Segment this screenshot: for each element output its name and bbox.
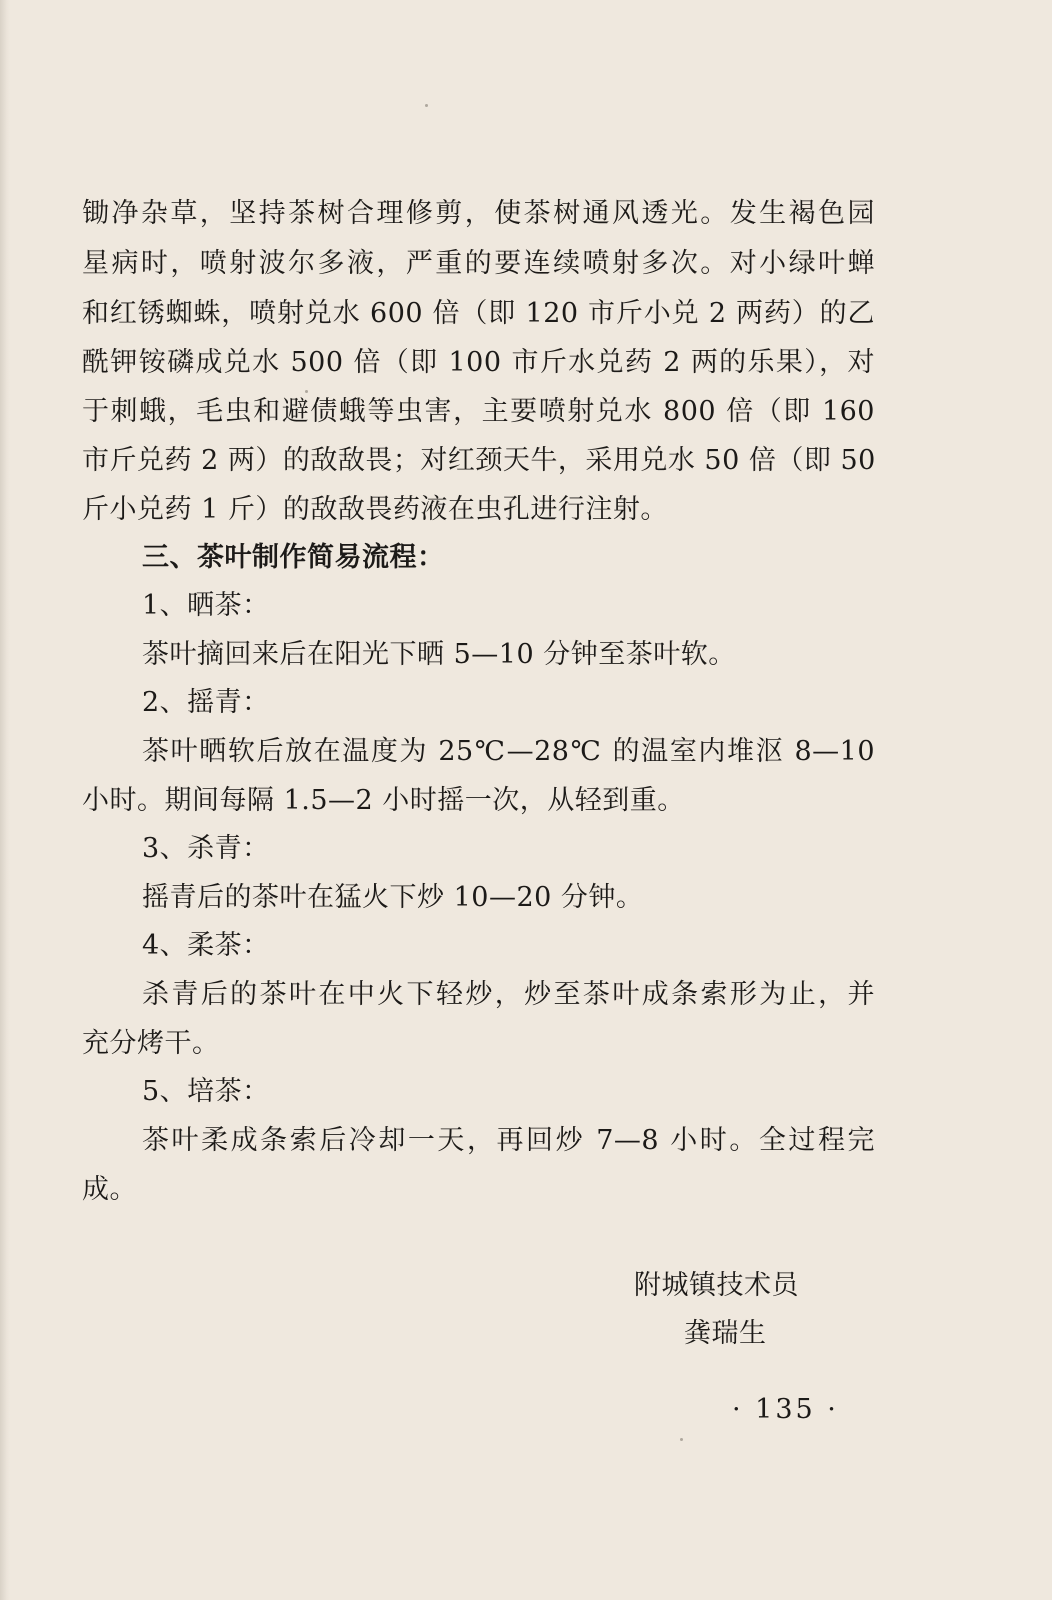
step-text: 茶叶摘回来后在阳光下晒 5—10 分钟至茶叶软。 — [142, 639, 736, 670]
step-text: 摇青后的茶叶在猛火下炒 10—20 分钟。 — [142, 882, 644, 913]
signature-org: 附城镇技术员 — [634, 1270, 799, 1301]
paragraph-line: 星病时，喷射波尔多液，严重的要连续喷射多次。对小绿叶蝉 — [82, 248, 875, 279]
paragraph-line: 斤小兑药 1 斤）的敌敌畏药液在虫孔进行注射。 — [82, 494, 668, 525]
step-title: 1、晒茶： — [142, 590, 270, 621]
step-title: 5、培茶： — [142, 1076, 270, 1107]
paragraph-line: 锄净杂草，坚持茶树合理修剪，使茶树通风透光。发生褐色园 — [82, 198, 875, 229]
step-text: 充分烤干。 — [82, 1028, 220, 1059]
paragraph-line: 和红锈蜘蛛，喷射兑水 600 倍（即 120 市斤小兑 2 两药）的乙 — [82, 298, 875, 329]
step-text: 杀青后的茶叶在中火下轻炒，炒至茶叶成条索形为止，并 — [142, 979, 875, 1010]
step-title: 3、杀青： — [142, 833, 270, 864]
step-text: 成。 — [82, 1174, 137, 1205]
page-number: · 135 · — [732, 1394, 839, 1425]
scan-speck — [425, 104, 428, 107]
step-text: 茶叶柔成条索后冷却一天，再回炒 7—8 小时。全过程完 — [142, 1125, 875, 1156]
scan-speck — [305, 390, 308, 393]
step-text: 茶叶晒软后放在温度为 25℃—28℃ 的温室内堆沤 8—10 — [142, 736, 875, 767]
step-text: 小时。期间每隔 1.5—2 小时摇一次，从轻到重。 — [82, 785, 685, 816]
paragraph-line: 市斤兑药 2 两）的敌敌畏；对红颈天牛，采用兑水 50 倍（即 50 — [82, 445, 876, 476]
section-heading: 三、茶叶制作简易流程： — [142, 542, 445, 573]
scan-speck — [680, 1438, 683, 1441]
paragraph-line: 于刺蛾，毛虫和避债蛾等虫害，主要喷射兑水 800 倍（即 160 — [82, 396, 875, 427]
paragraph-line: 酰钾铵磷成兑水 500 倍（即 100 市斤水兑药 2 两的乐果），对 — [82, 347, 875, 378]
signature-name: 龚瑞生 — [684, 1318, 767, 1349]
page-edge — [0, 0, 10, 1600]
step-title: 2、摇青： — [142, 687, 270, 718]
step-title: 4、柔茶： — [142, 930, 270, 961]
